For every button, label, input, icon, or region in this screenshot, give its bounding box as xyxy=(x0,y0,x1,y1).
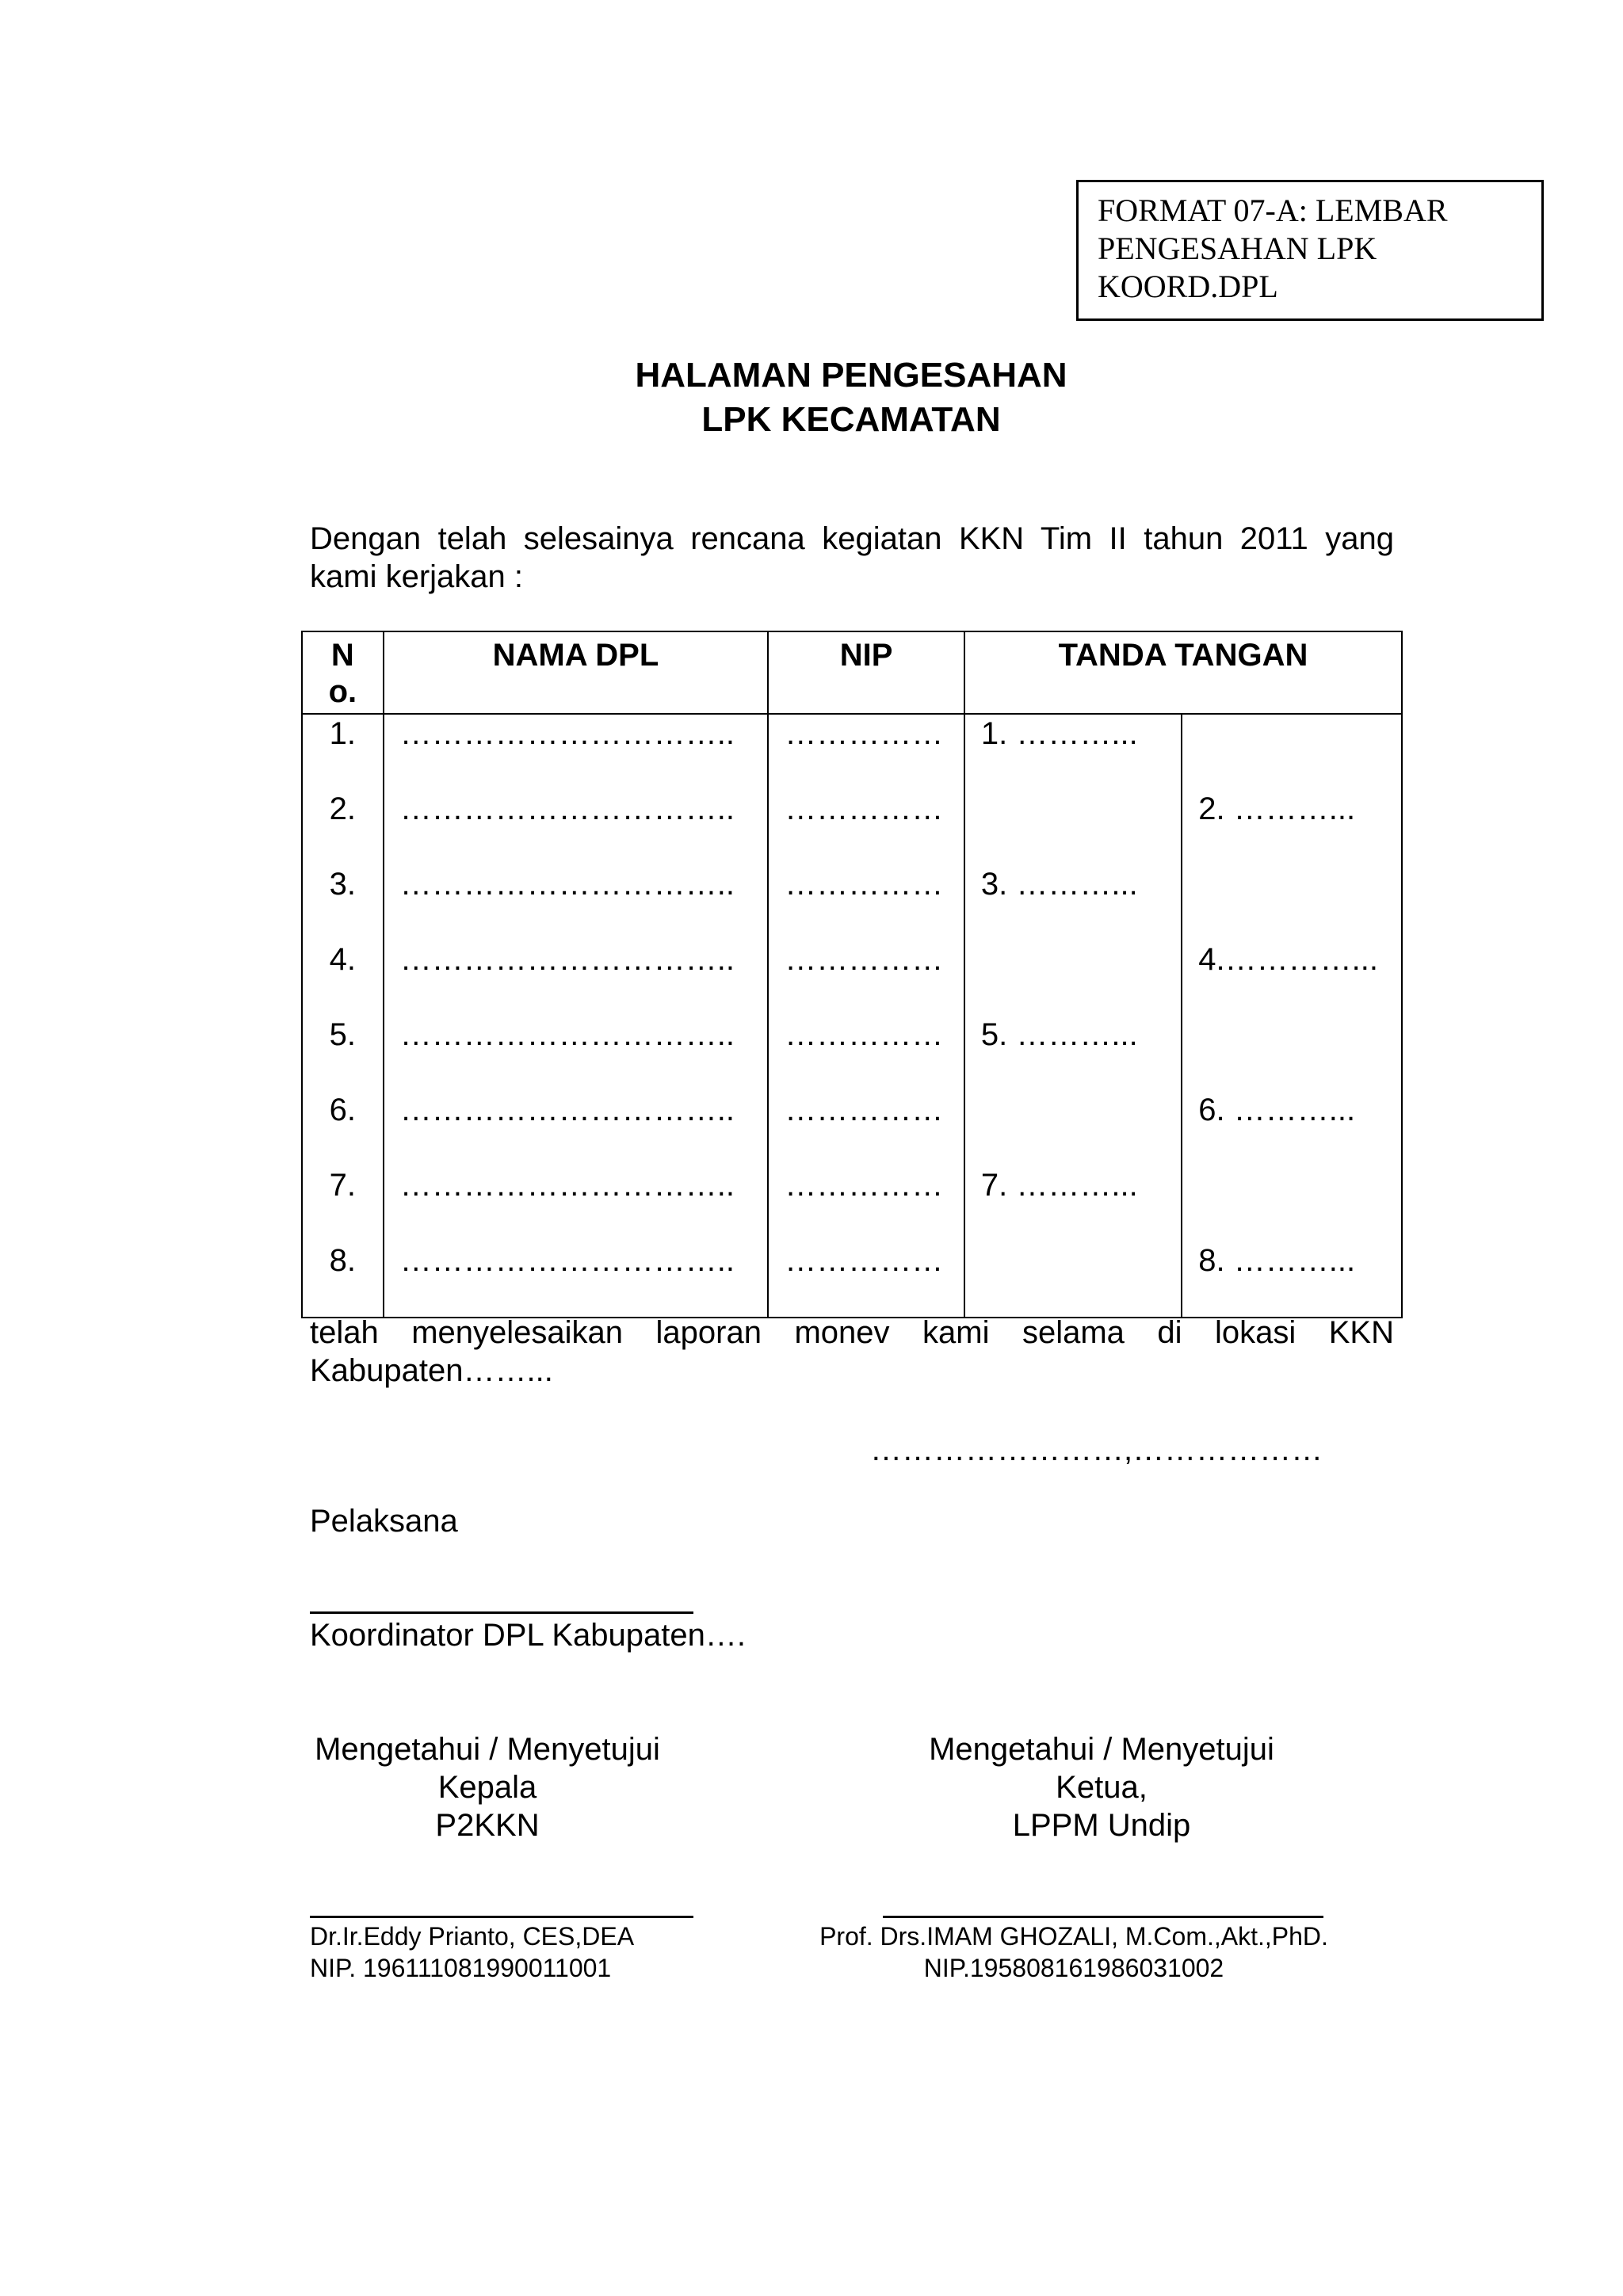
row-no: 8. xyxy=(302,1241,384,1318)
row-nama-dpl: ………………………….. xyxy=(384,790,769,865)
row-no: 3. xyxy=(302,865,384,940)
row-nip: …………… xyxy=(768,1166,964,1241)
pelaksana-role: Koordinator DPL Kabupaten…. xyxy=(310,1618,746,1653)
pelaksana-label: Pelaksana xyxy=(310,1504,458,1539)
row-signature-left xyxy=(964,1091,1182,1166)
page-title-line-2: LPK KECAMATAN xyxy=(701,400,1001,439)
table-row xyxy=(302,790,1402,865)
left-signatory-name: Dr.Ir.Eddy Prianto, CES,DEA xyxy=(310,1922,635,1951)
format-line-1: FORMAT 07-A: LEMBAR xyxy=(1098,193,1448,228)
row-nip: …………… xyxy=(768,714,964,790)
row-nip: …………… xyxy=(768,940,964,1016)
table-row xyxy=(302,865,1402,940)
row-no: 1. xyxy=(302,714,384,790)
row-signature-left xyxy=(964,1241,1182,1318)
header-nip: NIP xyxy=(768,631,964,714)
table-row xyxy=(302,1091,1402,1166)
table-row xyxy=(302,1241,1402,1318)
row-signature-left: 7. ………... xyxy=(964,1166,1182,1241)
right-approval-line-1: Mengetahui / Menyetujui xyxy=(929,1732,1274,1767)
row-signature-right: 4.…………... xyxy=(1182,940,1402,1016)
header-no: No. xyxy=(302,631,384,714)
row-no: 6. xyxy=(302,1091,384,1166)
format-line-3: KOORD.DPL xyxy=(1098,269,1278,304)
place-date-field: ……………………,……………… xyxy=(870,1432,1323,1467)
row-no: 5. xyxy=(302,1016,384,1091)
row-signature-right: 6. ………... xyxy=(1182,1091,1402,1166)
row-nama-dpl: ………………………….. xyxy=(384,865,769,940)
closing-line-2: Kabupaten……... xyxy=(310,1353,553,1388)
right-approval-line-3: LPPM Undip xyxy=(1012,1808,1191,1843)
row-signature-right: 2. ………... xyxy=(1182,790,1402,865)
row-signature-left: 3. ………... xyxy=(964,865,1182,940)
row-no: 2. xyxy=(302,790,384,865)
left-approval-line-2: Kepala xyxy=(437,1770,537,1805)
header-nama-dpl: NAMA DPL xyxy=(384,631,769,714)
row-signature-left: 5. ………... xyxy=(964,1016,1182,1091)
row-signature-left xyxy=(964,940,1182,1016)
left-signature-line xyxy=(310,1916,693,1918)
dpl-signature-table xyxy=(301,631,1403,1318)
row-no: 4. xyxy=(302,940,384,1016)
header-tanda-tangan: TANDA TANGAN xyxy=(964,631,1402,714)
row-nama-dpl: ………………………….. xyxy=(384,714,769,790)
left-approval-line-3: P2KKN xyxy=(435,1808,540,1843)
right-signatory-nip: NIP.195808161986031002 xyxy=(923,1954,1224,1982)
row-nama-dpl: ………………………….. xyxy=(384,1091,769,1166)
row-signature-right xyxy=(1182,1016,1402,1091)
row-no: 7. xyxy=(302,1166,384,1241)
right-signatory-name: Prof. Drs.IMAM GHOZALI, M.Com.,Akt.,PhD. xyxy=(819,1922,1328,1951)
left-approval-line-1: Mengetahui / Menyetujui xyxy=(315,1732,660,1767)
row-signature-right: 8. ………... xyxy=(1182,1241,1402,1318)
row-nama-dpl: ………………………….. xyxy=(384,940,769,1016)
row-signature-left xyxy=(964,790,1182,865)
row-signature-right xyxy=(1182,714,1402,790)
table-row xyxy=(302,940,1402,1016)
table-row xyxy=(302,1016,1402,1091)
right-approval-line-2: Ketua, xyxy=(1056,1770,1148,1805)
row-signature-right xyxy=(1182,865,1402,940)
intro-line-1: Dengan telah selesainya rencana kegiatan KKN Tim II tahun 2011 yang xyxy=(310,521,1394,556)
row-nama-dpl: ………………………….. xyxy=(384,1166,769,1241)
row-nama-dpl: ………………………….. xyxy=(384,1241,769,1318)
closing-line-1: telah menyelesaikan laporan monev kami selama di lokasi KKN xyxy=(310,1315,1394,1350)
table-row xyxy=(302,1166,1402,1241)
row-signature-left: 1. ………... xyxy=(964,714,1182,790)
format-line-2: PENGESAHAN LPK xyxy=(1098,231,1377,266)
left-signatory-nip: NIP. 196111081990011001 xyxy=(310,1954,612,1982)
format-label-box xyxy=(1076,180,1544,321)
pelaksana-signature-line xyxy=(310,1611,693,1614)
row-nip: …………… xyxy=(768,790,964,865)
row-nip: …………… xyxy=(768,1241,964,1318)
page-title-line-1: HALAMAN PENGESAHAN xyxy=(635,356,1067,395)
table-row xyxy=(302,714,1402,790)
row-nama-dpl: ………………………….. xyxy=(384,1016,769,1091)
row-signature-right xyxy=(1182,1166,1402,1241)
row-nip: …………… xyxy=(768,865,964,940)
intro-line-2: kami kerjakan : xyxy=(310,559,523,594)
table-header-row xyxy=(302,631,1402,714)
row-nip: …………… xyxy=(768,1016,964,1091)
right-signature-line xyxy=(883,1916,1323,1918)
row-nip: …………… xyxy=(768,1091,964,1166)
